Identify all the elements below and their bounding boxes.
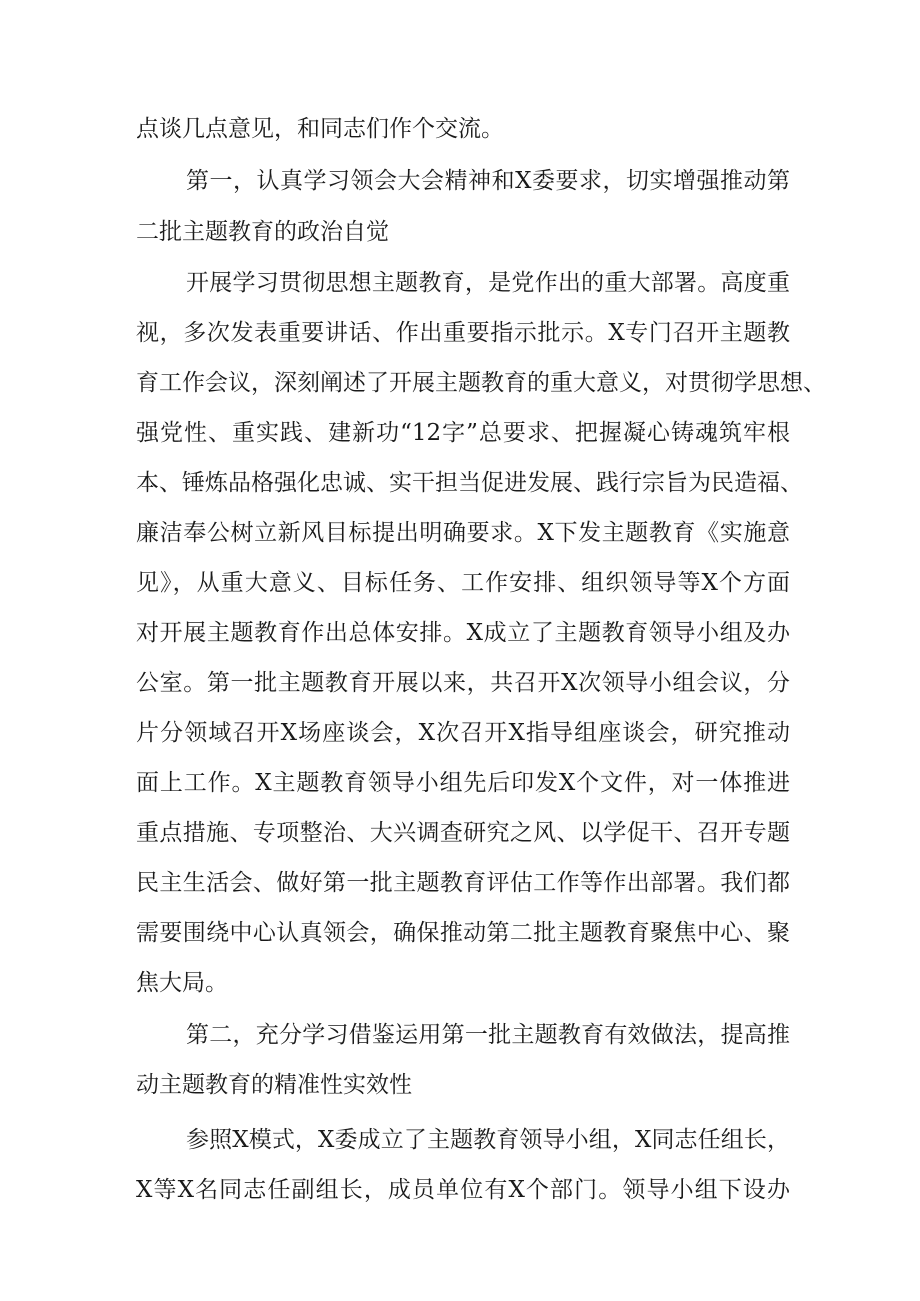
paragraph-1-line-1: 开展学习贯彻思想主题教育，是党作出的重大部署。高度重 xyxy=(186,270,790,296)
section-heading-2-line-2: 动主题教育的精准性实效性 xyxy=(136,1072,412,1098)
section-heading-2-line-1: 第二，充分学习借鉴运用第一批主题教育有效做法，提高推 xyxy=(186,1022,790,1048)
paragraph-1-line-5: 本、锤炼品格强化忠诚、实干担当促进发展、践行宗旨为民造福、 xyxy=(136,470,803,496)
paragraph-1-line-2: 视，多次发表重要讲话、作出重要指示批示。X专门召开主题教 xyxy=(136,320,790,346)
paragraph-1-line-3: 育工作会议，深刻阐述了开展主题教育的重大意义，对贯彻学思想、 xyxy=(136,370,826,396)
paragraph-1-line-14: 需要围绕中心认真领会，确保推动第二批主题教育聚焦中心、聚 xyxy=(136,920,790,946)
paragraph-2-line-2: X等X名同志任副组长，成员单位有X个部门。领导小组下设办 xyxy=(136,1177,790,1203)
section-heading-1-line-2: 二批主题教育的政治自觉 xyxy=(136,219,389,245)
text-line-1: 点谈几点意见，和同志们作个交流。 xyxy=(136,116,504,142)
paragraph-2-line-1: 参照X模式，X委成立了主题教育领导小组，X同志任组长， xyxy=(186,1127,790,1153)
paragraph-1-line-13: 民主生活会、做好第一批主题教育评估工作等作出部署。我们都 xyxy=(136,870,790,896)
paragraph-1-line-10: 片分领域召开X场座谈会，X次召开X指导组座谈会，研究推动 xyxy=(136,720,790,746)
paragraph-1-line-6: 廉洁奉公树立新风目标提出明确要求。X下发主题教育《实施意 xyxy=(136,520,790,546)
paragraph-1-line-11: 面上工作。X主题教育领导小组先后印发X个文件，对一体推进 xyxy=(136,770,790,796)
paragraph-1-line-7: 见》，从重大意义、目标任务、工作安排、组织领导等X个方面 xyxy=(136,570,790,596)
paragraph-1-line-12: 重点措施、专项整治、大兴调查研究之风、以学促干、召开专题 xyxy=(136,820,790,846)
paragraph-1-line-15: 焦大局。 xyxy=(136,970,228,996)
section-heading-1-line-1: 第一，认真学习领会大会精神和X委要求，切实增强推动第 xyxy=(186,168,790,194)
paragraph-1-line-4: 强党性、重实践、建新功“12字”总要求、把握凝心铸魂筑牢根 xyxy=(136,420,790,446)
paragraph-1-line-9: 公室。第一批主题教育开展以来，共召开X次领导小组会议，分 xyxy=(136,670,790,696)
paragraph-1-line-8: 对开展主题教育作出总体安排。X成立了主题教育领导小组及办 xyxy=(136,620,790,646)
